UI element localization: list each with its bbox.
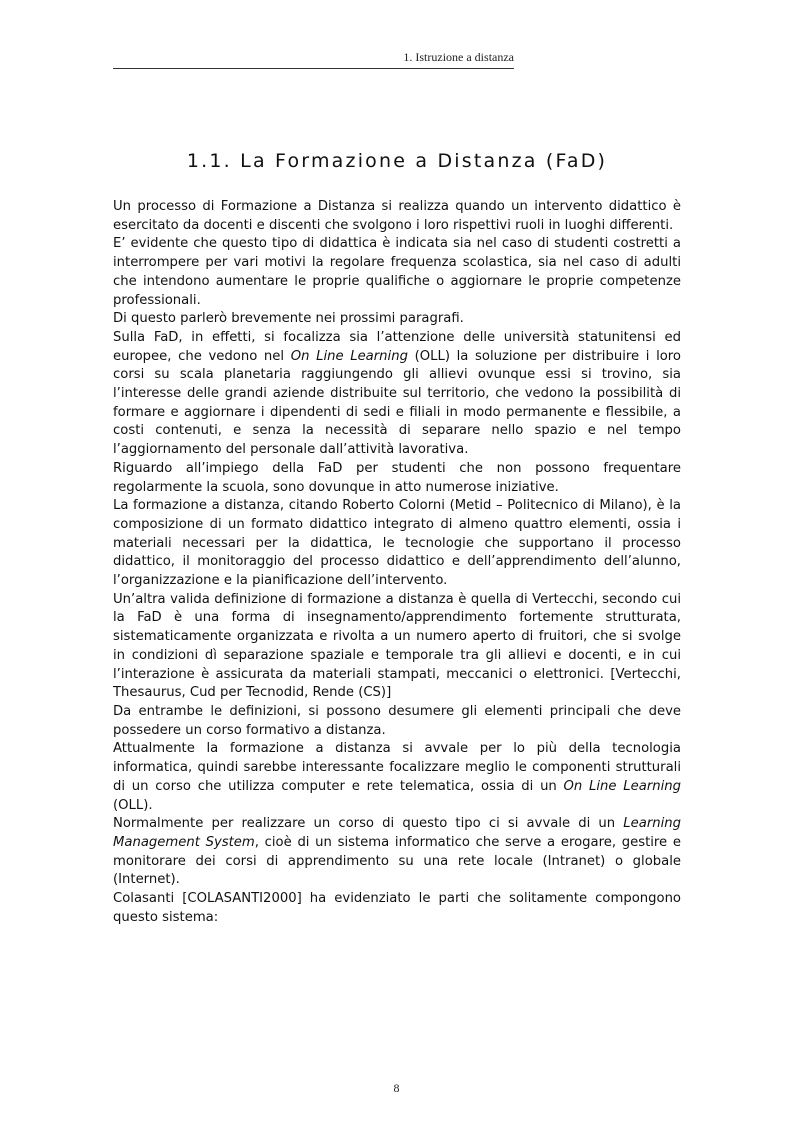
paragraph: Un processo di Formazione a Distanza si realizza quando un intervento didattico è esercitato da docenti e discenti che svolgono i loro rispettivi ruoli in luoghi differenti. bbox=[113, 199, 681, 233]
running-header: 1. Istruzione a distanza bbox=[403, 50, 514, 64]
text-run: (OLL). bbox=[113, 797, 153, 813]
paragraph: E’ evidente che questo tipo di didattica è indicata sia nel caso di studenti costretti a interrompere per vari motivi la regolare frequenza scolastica, sia nel caso di adulti che intendono aumentare le proprie qualifiche o aggiornare le proprie competenze professionali. bbox=[113, 236, 681, 308]
page-number: 8 bbox=[393, 1081, 400, 1095]
emphasis-term: Learning Management System bbox=[113, 816, 681, 850]
text-run: Sulla FaD, in effetti, si focalizza sia l’attenzione delle università statunitensi ed europee, che vedono nel bbox=[113, 329, 681, 364]
emphasis-term: On Line Learning bbox=[563, 778, 681, 794]
paragraph: Da entrambe le definizioni, si possono desumere gli elementi principali che deve possedere un corso formativo a distanza. bbox=[113, 703, 681, 738]
text-run: (OLL) la soluzione per distribuire i loro corsi su scala planetaria raggiungendo gli allievi ovunque essi si trovino, sia l’interesse delle grandi aziende distribuite sul territorio, che vedono la possibilità di formare e aggiornare i dipendenti di sedi e filiali in modo permanente e flessibile, a costi contenuti, e senza la necessità di separare nello spazio e nel tempo l’aggiornamento del personale dall’attività lavorativa. bbox=[113, 348, 682, 458]
paragraph: Colasanti [COLASANTI2000] ha evidenziato le parti che solitamente compongono questo sistema: bbox=[113, 891, 681, 925]
paragraph: La formazione a distanza, citando Roberto Colorni (Metid – Politecnico di Milano), è la composizione di un formato didattico integrato di almeno quattro elementi, ossia i materiali necessari per la didattica, le tecnologie che supportano il processo didattico, il monitoraggio del processo didattico e dell’apprendimento dell’alunno, l’organizzazione e la pianificazione dell’intervento. bbox=[113, 498, 681, 589]
paragraph bbox=[113, 329, 681, 460]
paragraph bbox=[113, 815, 681, 890]
paragraph: Un’altra valida definizione di formazione a distanza è quella di Vertecchi, secondo cui la FaD è una forma di insegnamento/apprendimento fortemente strutturata, sistematicamente organizzata e rivolta a un numero aperto di fruitori, che si svolge in condizioni dì separazione spaziale e temporale tra gli allievi e docenti, e in cui l’interazione è assicurata da materiali stampati, meccanici o elettronici. [Vertecchi, Thesaurus, Cud per Tecnodid, Rende (CS)] bbox=[113, 591, 681, 701]
paragraph: Riguardo all’impiego della FaD per studenti che non possono frequentare regolarmente la scuola, sono dovunque in atto numerose iniziative. bbox=[113, 460, 681, 495]
paragraph: Di questo parlerò brevemente nei prossimi paragrafi. bbox=[113, 311, 464, 327]
text-run: Normalmente per realizzare un corso di questo tipo ci si avvale di un bbox=[113, 816, 624, 832]
body-text bbox=[113, 198, 681, 927]
text-run: Attualmente la formazione a distanza si avvale per lo più della tecnologia informatica, quindi sarebbe interessante focalizzare meglio le componenti strutturali di un corso che utilizza computer e rete telematica, ossia di un bbox=[113, 741, 681, 794]
section-title: 1.1. La Formazione a Distanza (FaD) bbox=[186, 150, 608, 172]
emphasis-term: On Line Learning bbox=[290, 348, 408, 364]
text-run: , cioè di un sistema informatico che serve a erogare, gestire e monitorare dei corsi di apprendimento su una rete locale (Intranet) o globale (Internet). bbox=[113, 834, 681, 888]
paragraph bbox=[113, 740, 681, 815]
header-rule bbox=[113, 68, 514, 69]
